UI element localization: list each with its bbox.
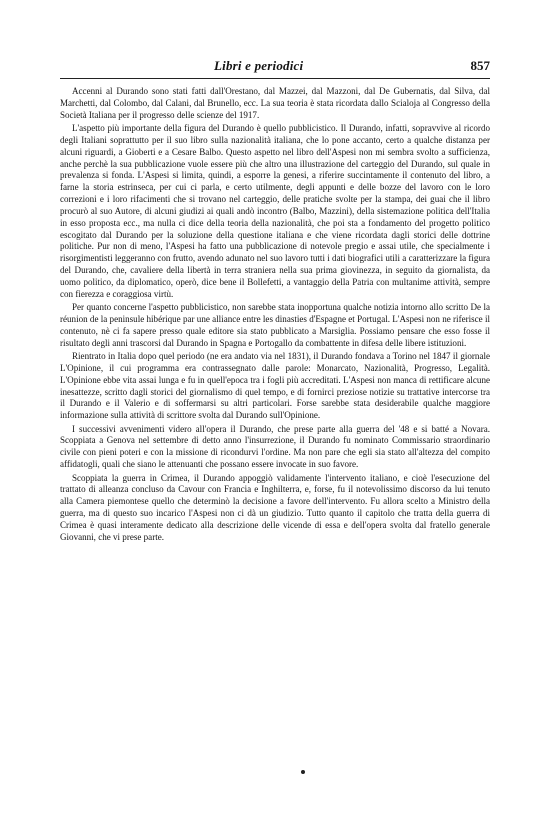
paragraph: Rientrato in Italia dopo quel periodo (ne era andato via nel 1831), il Durando fondava a Torino nel 1847 il giornale L'Opinione, il cui programma era contrassegnato dalle parole: Monarcato, Nazionalità, Progresso, Legalità. L'Opinione ebbe vita assai lunga e fu in quell'epoca tra i fogli più accreditati. L'Aspesi non manca di rettificare alcune inesattezze, scritto dagli storici del giornalismo di quel tempo, e di fornirci preziose notizie su trattative intercorse tra il Durando e il Valerio e di soffermarsi su altri particolari. Forse sarebbe stata desiderabile qualche maggiore informazione sulla attività di scrittore svolta dal Durando sull'Opinione. [60,351,490,421]
page-header [60,56,490,78]
paragraph: L'aspetto più importante della figura del Durando è quello pubblicistico. Il Durando, infatti, sopravvive al ricordo degli Italiani soprattutto per il suo libro sulla nazionalità italiana, che lo pone accanto, certo a qualche distanza per alcuni riguardi, a Gioberti e a Cesare Balbo. Questo aspetto nel libro dell'Aspesi non mi sembra svolto a sufficienza, anche perchè la sua pubblicazione vuole essere più che altro una illustrazione del carteggio del Durando, sul quale in prevalenza si fonda. L'Aspesi si limita, quindi, a esporre la genesi, a riferire succintamente il contenuto del libro, a farne la storia estrinseca, per cui ci parla, e certo utilmente, degli appunti e delle bozze del lavoro con le loro correzioni e i loro rifacimenti che si trovano nel carteggio, delle pratiche svolte per la stampa, dei guai che il libro procurò al suo Autore, di alcuni giudizi ai quali andò incontro (Balbo, Mazzini), della sistemazione politica dell'Italia in esso proposta ecc., ma nulla ci dice della teoria della nazionalità, che poi sta a fondamento del progetto politico escogitato dal Durando per la soluzione della questione italiana e che viene ricordata dagli storici delle dottrine politiche. Pur non di meno, l'Aspesi ha fatto una pubblicazione di notevole pregio e assai utile, che specialmente i risorgimentisti leggeranno con frutto, avendo adunato nel suo lavoro tutti i dati biografici utili a caratterizzare la figura del Durando, che, cavaliere della libertà in terra straniera nella sua prima giovinezza, in seguito da giornalista, da uomo politico, da diplomatico, operò, dice bene il Bollefetti, a vantaggio della Patria con multanime attività, sempre con fierezza e coraggiosa virtù. [60,123,490,299]
paragraph: Per quanto concerne l'aspetto pubblicistico, non sarebbe stata inopportuna qualche notizia intorno allo scritto De la réunion de la peninsule hibérique par une alliance entre les dinasties d'Espagne et Portugal. L'Aspesi non ne riferisce il contenuto, nè ci fa sapere presso quale editore sia stato pubblicato a Marsiglia. Possiamo pensare che esso fosse il risultato degli anni trascorsi dal Durando in Spagna e Portogallo da combattente in difesa delle libere istituzioni. [60,302,490,348]
article-body [60,86,490,544]
page-number: 857 [470,58,490,73]
paragraph: Accenni al Durando sono stati fatti dall'Orestano, dal Mazzei, dal Mazzoni, dal De Gubernatis, dal Silva, dal Marchetti, dal Colombo, dal Calani, dal Brunello, ecc. La sua teoria è stata ricordata dallo Scialoja al Congresso della Società Italiana per il progresso delle scienze del 1917. [60,86,490,120]
running-title: Libri e periodici [214,58,304,73]
header-rule [60,78,490,79]
end-mark [301,770,305,774]
paragraph: Scoppiata la guerra in Crimea, il Durando appoggiò validamente l'intervento italiano, e cioè l'esecuzione del trattato di alleanza concluso da Cavour con Francia e Inghilterra, e, forse, fu il notevolissimo discorso da lui tenuto alla Camera piemontese quello che determinò la decisione a favore dell'intervento. Fu allora scelto a Ministro della guerra, ma di questo suo incarico l'Aspesi non ci dà un giudizio. Tutto quanto il capitolo che tratta della guerra di Crimea è quasi interamente dedicato alla descrizione delle vicende di essa e dell'opera svolta dal fratello generale Giovanni, che vi prese parte. [60,472,490,542]
paragraph: I successivi avvenimenti videro all'opera il Durando, che prese parte alla guerra del '48 e si batté a Novara. Scoppiata a Genova nel settembre di detto anno l'insurrezione, il Durando fu nominato Commissario straordinario civile con pieni poteri e con la missione di ricondurvi l'ordine. Ma non pare che egli sia stato all'altezza del compito affidatogli, quali che siano le attenuanti che possano essere invocate in suo favore. [60,423,490,470]
